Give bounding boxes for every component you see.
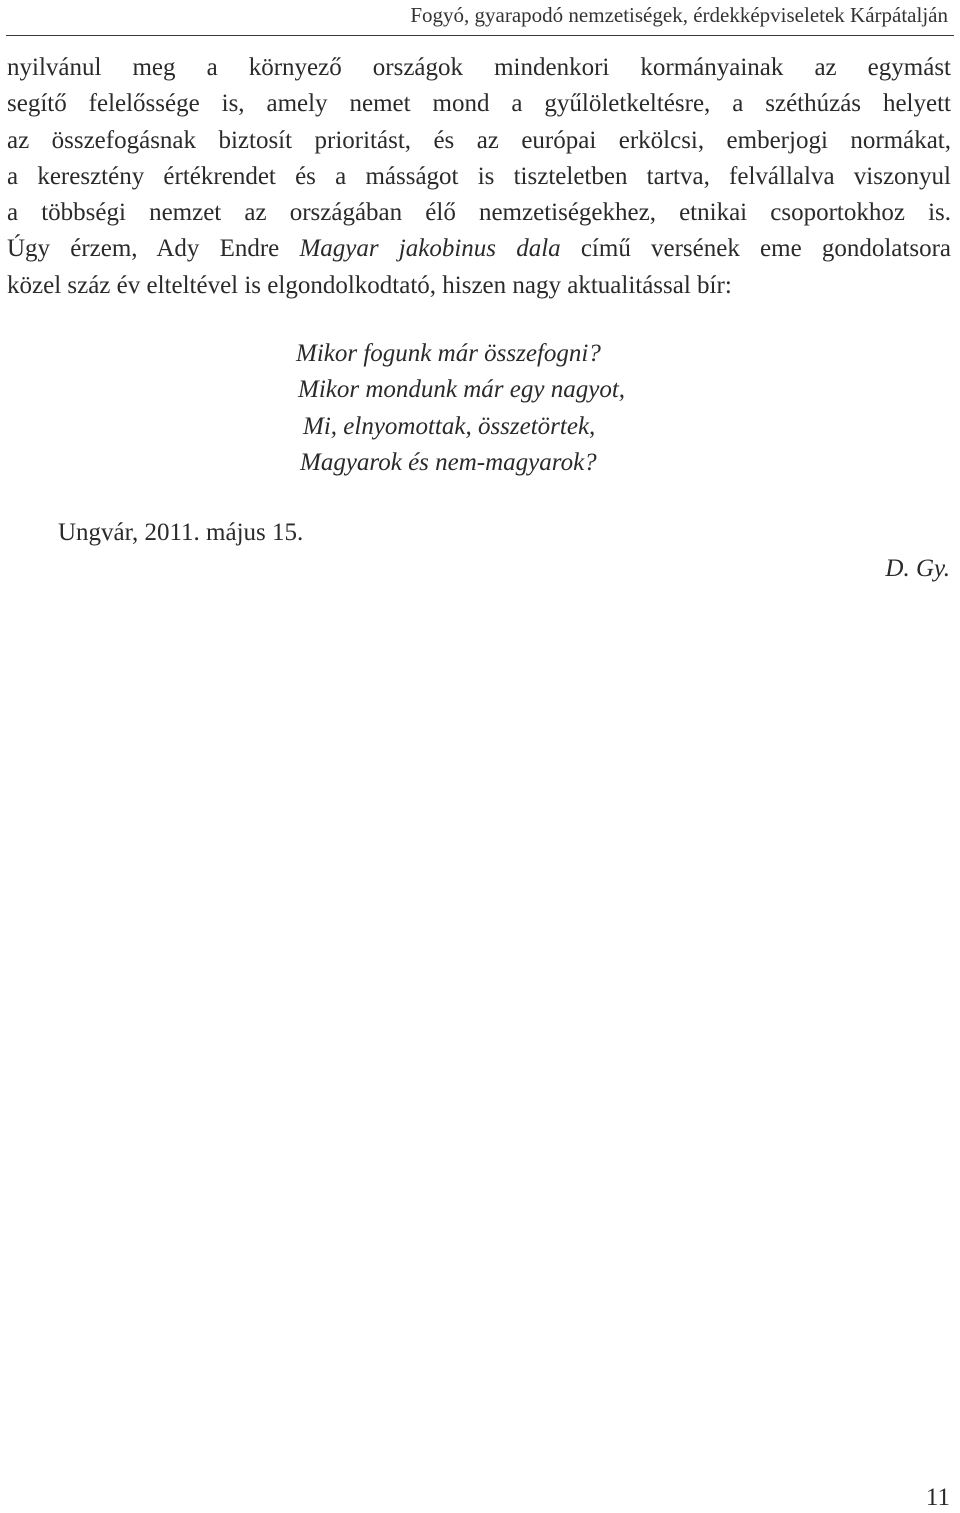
header-rule <box>6 35 954 36</box>
page-number: 11 <box>925 1484 950 1511</box>
poem-title: Magyar jakobinus dala <box>299 235 561 263</box>
body-line: az összefogásnak biztosít prioritást, és az európai erkölcsi, emberjogi normákat, <box>7 126 951 154</box>
place-date: Ungvár, 2011. május 15. <box>58 519 304 546</box>
poem-quote <box>296 336 625 481</box>
poem-line: Mikor mondunk már egy nagyot, <box>298 376 626 404</box>
body-line: segítő felelőssége is, amely nemet mond a gyűlöletkeltésre, a széthúzás helyett <box>7 90 951 118</box>
body-line: közel száz év elteltével is elgondolkodtató, hiszen nagy aktualitással bír: <box>7 271 732 299</box>
body-line: a keresztény értékrendet és a másságot is tiszteletben tartva, felvállalva viszonyul <box>7 162 951 190</box>
body-line-suffix: című versének eme gondolatsora <box>560 235 951 263</box>
body-paragraph <box>7 50 951 304</box>
author-signature: D. Gy. <box>885 555 950 582</box>
poem-line: Mikor fogunk már összefogni? <box>296 340 601 367</box>
body-line-with-title <box>7 231 951 267</box>
poem-line: Magyarok és nem-magyarok? <box>300 448 597 476</box>
body-line: a többségi nemzet az országában élő nemzetiségekhez, etnikai csoportokhoz is. <box>7 199 951 227</box>
body-line: nyilvánul meg a környező országok mindenkori kormányainak az egymást <box>7 54 951 81</box>
running-header: Fogyó, gyarapodó nemzetiségek, érdekképviseletek Kárpátalján <box>410 3 948 27</box>
poem-line: Mi, elnyomottak, összetörtek, <box>303 412 596 440</box>
body-line-prefix: Úgy érzem, Ady Endre <box>7 235 300 263</box>
